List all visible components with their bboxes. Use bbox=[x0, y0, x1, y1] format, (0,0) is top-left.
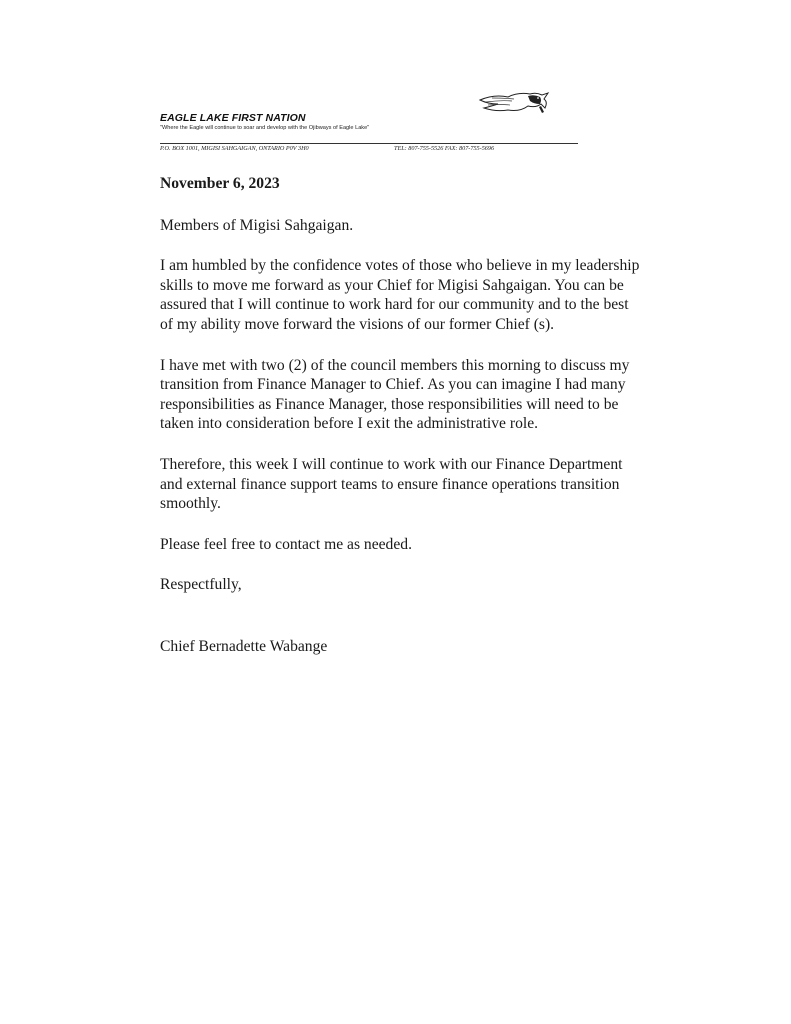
letterhead-divider bbox=[160, 143, 578, 144]
letter-date: November 6, 2023 bbox=[160, 175, 280, 192]
paragraph: Therefore, this week I will continue to work with our Finance Department and external finance support teams to ensure finance operations transition smoothly. bbox=[160, 455, 623, 513]
mailing-address: P.O. BOX 1001, MIGISI SAHGAIGAN, ONTARIO P0V 3H0 bbox=[160, 145, 309, 152]
paragraph: I have met with two (2) of the council members this morning to discuss my transition from Finance Manager to Chief. As you can imagine I had many responsibilities as Finance Manager, those responsibilities will need to be taken into consideration before I exit the administrative role. bbox=[160, 356, 630, 433]
org-name: EAGLE LAKE FIRST NATION bbox=[160, 112, 306, 124]
letter-body bbox=[160, 174, 640, 657]
signature-name: Chief Bernadette Wabange bbox=[160, 637, 328, 655]
org-motto: "Where the Eagle will continue to soar and develop with the Ojibways of Eagle Lake" bbox=[160, 125, 370, 131]
closing: Respectfully, bbox=[160, 576, 242, 594]
paragraph: I am humbled by the confidence votes of those who believe in my leadership skills to move me forward as your Chief for Migisi Sahgaigan. You can be assured that I will continue to work hard for our community and to the best of my ability move forward the visions of our former Chief (s). bbox=[160, 257, 640, 333]
phone-fax: TEL: 807-755-5526 FAX: 807-755-5696 bbox=[394, 145, 495, 152]
eagle-icon bbox=[478, 86, 550, 122]
address-line bbox=[160, 145, 580, 152]
salutation: Members of Migisi Sahgaigan. bbox=[160, 216, 354, 234]
paragraph: Please feel free to contact me as needed. bbox=[160, 535, 412, 553]
